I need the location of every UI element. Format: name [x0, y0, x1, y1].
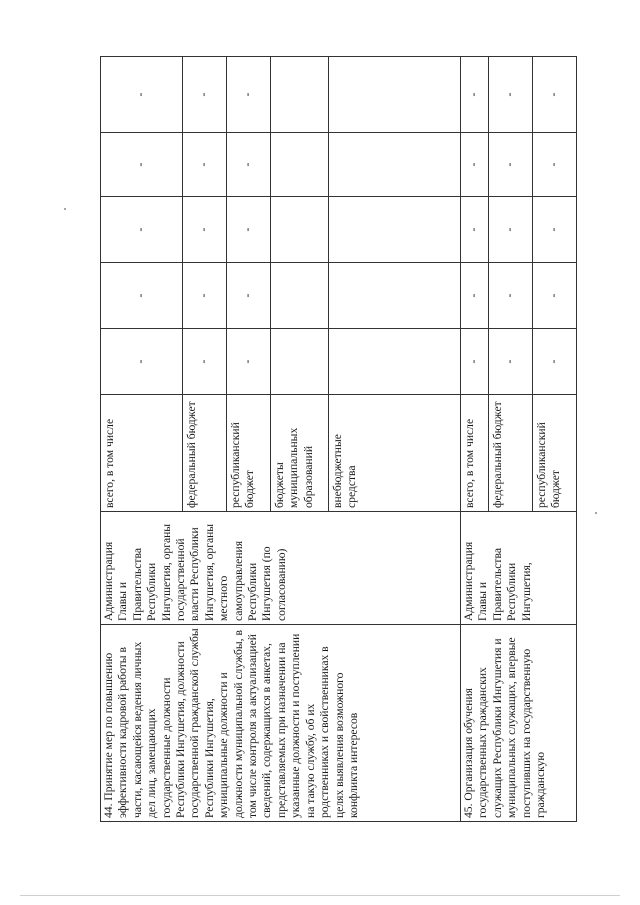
- value-cell: [271, 329, 329, 395]
- value-cell: -: [461, 329, 489, 395]
- value-cell: -: [227, 133, 271, 197]
- value-cell: -: [533, 263, 577, 329]
- value-cell: [271, 263, 329, 329]
- value-cell: -: [183, 197, 227, 263]
- value-cell: -: [533, 329, 577, 395]
- value-cell: -: [101, 57, 183, 133]
- executor-cell: Администрация Главы и Правительства Республики Ингушетия, органы государственной власти Республики Ингушетия, органы местного самоуправления Республики Ингушетия (по согласованию): [101, 512, 461, 625]
- source-label: бюджеты муниципальных образований: [271, 395, 329, 512]
- source-label: федеральный бюджет: [489, 395, 533, 512]
- value-cell: [329, 57, 461, 133]
- value-cell: -: [183, 263, 227, 329]
- table-row: [461, 57, 489, 822]
- value-cell: [271, 57, 329, 133]
- executor-cell: Администрация Главы и Правительства Республики Ингушетия,: [461, 512, 577, 625]
- value-cell: -: [227, 57, 271, 133]
- source-label: всего, в том числе: [461, 395, 489, 512]
- value-cell: -: [183, 133, 227, 197]
- value-cell: -: [183, 329, 227, 395]
- value-cell: -: [533, 57, 577, 133]
- value-cell: [329, 197, 461, 263]
- value-cell: -: [461, 197, 489, 263]
- value-cell: [329, 329, 461, 395]
- value-cell: [271, 133, 329, 197]
- value-cell: -: [101, 263, 183, 329]
- value-cell: -: [489, 329, 533, 395]
- value-cell: -: [533, 197, 577, 263]
- value-cell: -: [489, 263, 533, 329]
- measure-cell: 45. Организация обучения государственных гражданских служащих Республики Ингушетия и муниципальных служащих, впервые поступивших на государственную гражданскую: [461, 625, 577, 822]
- scan-speck: [595, 512, 597, 514]
- value-cell: [329, 263, 461, 329]
- value-cell: -: [489, 57, 533, 133]
- value-cell: -: [227, 197, 271, 263]
- value-cell: -: [533, 133, 577, 197]
- value-cell: -: [489, 133, 533, 197]
- source-label: республиканский бюджет: [533, 395, 577, 512]
- measures-table: [100, 56, 577, 822]
- source-label: всего, в том числе: [101, 395, 183, 512]
- measure-cell: 44. Принятие мер по повышению эффективности кадровой работы в части, касающейся ведения личных дел лиц, замещающих государственные должности Республики Ингушетия, должности государственной гражданской службы Республики Ингушетия, муниципальные должности и должности муниципальной службы, в том числе контроля за актуализацией сведений, содержащихся в анкетах, представляемых при назначении на указанные должности и поступлении на такую службу, об их родственниках и свойственниках в целях выявления возможного конфликта интересов: [101, 625, 461, 822]
- value-cell: -: [461, 57, 489, 133]
- value-cell: -: [227, 263, 271, 329]
- source-label: федеральный бюджет: [183, 395, 227, 512]
- value-cell: [329, 133, 461, 197]
- value-cell: -: [461, 133, 489, 197]
- source-label: республиканский бюджет: [227, 395, 271, 512]
- page-edge-line: [20, 895, 620, 896]
- value-cell: -: [461, 263, 489, 329]
- value-cell: -: [227, 329, 271, 395]
- value-cell: -: [183, 57, 227, 133]
- value-cell: -: [101, 329, 183, 395]
- rotated-table-page: [100, 57, 563, 822]
- value-cell: -: [101, 133, 183, 197]
- scan-speck: [64, 208, 66, 210]
- value-cell: [271, 197, 329, 263]
- source-label: внебюджетные средства: [329, 395, 461, 512]
- table-row: [101, 57, 183, 822]
- value-cell: -: [489, 197, 533, 263]
- value-cell: -: [101, 197, 183, 263]
